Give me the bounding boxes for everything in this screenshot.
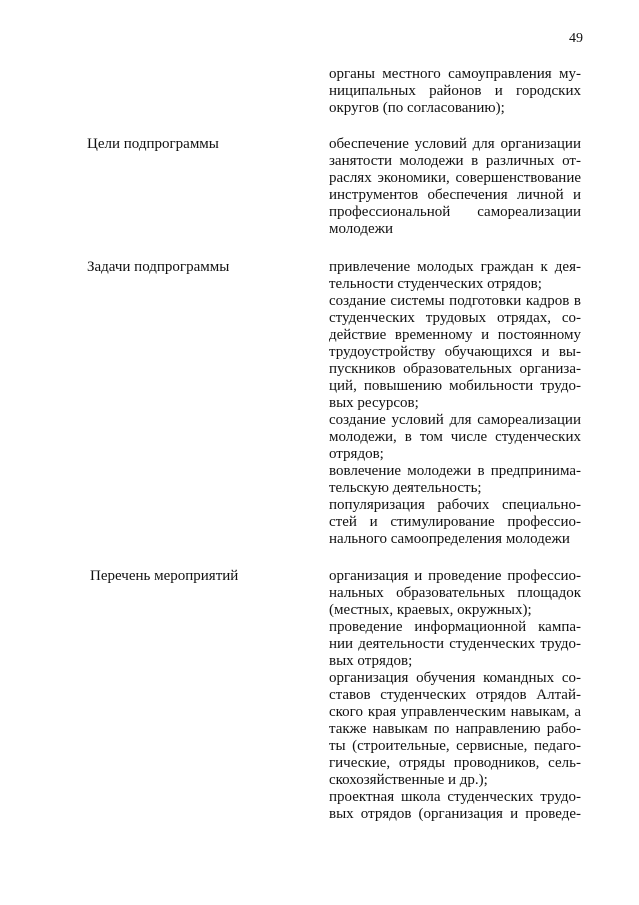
text-line: нального самоопределения молодежи xyxy=(329,531,570,547)
text-line: привлечение молодых граждан к дея- xyxy=(329,259,581,275)
text-line: профессиональной самореализации xyxy=(329,204,581,220)
text-line: создание условий для самореализации xyxy=(329,412,581,428)
text-line: студенческих трудовых отрядах, со- xyxy=(329,310,581,326)
text-line: молодежи xyxy=(329,221,394,237)
text-line: проектная школа студенческих трудо- xyxy=(329,789,581,805)
text-line: занятости молодежи в различных от- xyxy=(329,153,581,169)
page-number: 49 xyxy=(569,31,583,46)
text-line: организация и проведение профессио- xyxy=(329,568,581,584)
text-line: ты (строительные, сервисные, педаго- xyxy=(329,738,581,754)
section-label: Цели подпрограммы xyxy=(87,136,219,152)
text-line: раслях экономики, совершенствование xyxy=(329,170,581,186)
text-line: действие временному и постоянному xyxy=(329,327,581,343)
text-line: проведение информационной кампа- xyxy=(329,619,581,635)
text-line: вых отрядов (организация и проведе- xyxy=(329,806,581,822)
text-line: ского края управленческим навыкам, а xyxy=(329,704,581,720)
continuation-text xyxy=(329,66,581,117)
section-content xyxy=(329,259,581,548)
text-line: отрядов; xyxy=(329,446,384,462)
text-line: ниципальных районов и городских xyxy=(329,83,581,99)
text-line: пускников образовательных организа- xyxy=(329,361,581,377)
text-line: трудоустройству обучающихся и вы- xyxy=(329,344,581,360)
section-content xyxy=(329,568,581,823)
text-line: ставов студенческих отрядов Алтай- xyxy=(329,687,581,703)
text-line: вовлечение молодежи в предпринима- xyxy=(329,463,581,479)
text-line: тельскую деятельность; xyxy=(329,480,482,496)
section-content xyxy=(329,136,581,238)
text-line: тельности студенческих отрядов; xyxy=(329,276,542,292)
text-line: нальных образовательных площадок xyxy=(329,585,581,601)
text-line: гические, отряды проводников, сель- xyxy=(329,755,581,771)
text-line: ций, повышению мобильности трудо- xyxy=(329,378,581,394)
text-line: вых отрядов; xyxy=(329,653,413,669)
text-line: нии деятельности студенческих трудо- xyxy=(329,636,581,652)
text-line: органы местного самоуправления му- xyxy=(329,66,581,82)
text-line: округов (по согласованию); xyxy=(329,100,505,116)
text-line: (местных, краевых, окружных); xyxy=(329,602,532,618)
text-line: стей и стимулирование профессио- xyxy=(329,514,581,530)
section-label: Перечень мероприятий xyxy=(90,568,239,584)
text-line: вых ресурсов; xyxy=(329,395,419,411)
text-line: популяризация рабочих специально- xyxy=(329,497,581,513)
section-label: Задачи подпрограммы xyxy=(87,259,230,275)
text-line: создание системы подготовки кадров в xyxy=(329,293,581,309)
text-line: инструментов обеспечения личной и xyxy=(329,187,581,203)
text-line: обеспечение условий для организации xyxy=(329,136,581,152)
text-line: молодежи, в том числе студенческих xyxy=(329,429,581,445)
text-line: организация обучения командных со- xyxy=(329,670,581,686)
text-line: скохозяйственные и др.); xyxy=(329,772,488,788)
text-line: также навыкам по направлению рабо- xyxy=(329,721,581,737)
